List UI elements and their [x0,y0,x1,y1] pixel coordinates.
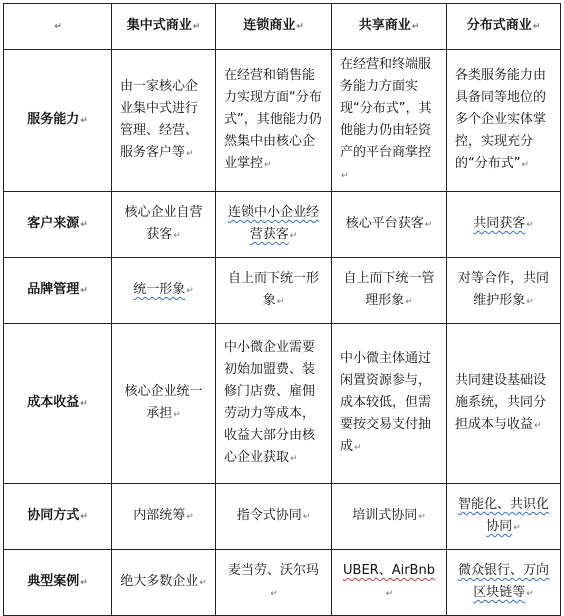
cell-text: 在经营和终端服务能力方面实现“分布式”，其他能力仍由轻资产的平台商掌控 [340,57,432,160]
cell-text: 内部统筹 [133,508,186,523]
table-cell [112,484,216,550]
paragraph-mark: ↵ [173,231,181,241]
header-distributed [447,4,561,50]
table-cell [216,550,332,616]
table-cell [332,550,447,616]
table-cell [112,324,216,484]
table-cell [332,258,447,324]
business-model-comparison-table [3,3,561,616]
row-label-text: 典型案例 [27,574,80,589]
table-cell [112,258,216,324]
paragraph-mark: ↵ [534,421,542,431]
table-cell [112,50,216,192]
cell-text: 绝大多数企业 [120,574,199,589]
paragraph-mark: ↵ [80,116,88,126]
header-corner-cell [4,4,112,50]
paragraph-mark: ↵ [526,589,534,599]
paragraph-mark: ↵ [302,512,311,522]
row-label-text: 协同方式 [27,508,80,523]
paragraph-mark: ↵ [80,512,88,522]
paragraph-mark: ↵ [532,22,541,32]
table-cell [447,50,561,192]
cell-text: 核心平台获客 [345,216,424,231]
cell-text: 智能化、共识化协同 [457,497,549,534]
table-cell [447,258,561,324]
cell-text: 麦当劳、沃尔玛 [227,563,319,578]
table-cell [216,324,332,484]
paragraph-mark: ↵ [186,286,194,296]
table-cell [332,50,447,192]
paragraph-mark: ↵ [276,297,285,307]
cell-text: 中小微主体通过闲置资源参与，成本较低，但需要按交易支付抽成 [340,351,432,454]
paragraph-mark: ↵ [526,297,534,307]
header-centralized [112,4,216,50]
table-cell [216,50,332,192]
paragraph-mark: ↵ [411,22,420,32]
cell-text: 统一形象 [133,282,186,297]
header-sharing [332,4,447,50]
table-cell [332,192,447,258]
table-row-customer-source [4,192,561,258]
paragraph-mark: ↵ [341,171,349,181]
row-label [4,324,112,484]
cell-text: 由一家核心企业集中式进行管理、经营、服务客户等 [120,79,199,160]
paragraph-mark: ↵ [526,220,534,230]
table-cell [447,484,561,550]
paragraph-mark: ↵ [521,160,530,170]
row-label-text: 品牌管理 [27,282,80,297]
paragraph-mark: ↵ [80,399,88,409]
table-header-row [4,4,561,50]
header-label: 连锁商业 [243,18,296,33]
paragraph-mark: ↵ [289,231,298,241]
row-label-text: 服务能力 [27,112,80,127]
row-label [4,50,112,192]
header-label: 共享商业 [358,18,411,33]
paragraph-mark: ↵ [80,578,88,588]
paragraph-mark: ↵ [385,589,394,599]
table-row-coordination [4,484,561,550]
table-row-service-capability [4,50,561,192]
paragraph-mark: ↵ [80,286,88,296]
paragraph-mark: ↵ [290,454,298,464]
cell-text: 各类服务能力由具备同等地位的多个企业实体掌控，实现充分的“分布式” [455,68,547,171]
cell-text: 培训式协同 [352,508,418,523]
table-row-typical-cases [4,550,561,616]
table-cell [447,324,561,484]
table-cell [332,324,447,484]
paragraph-mark: ↵ [405,297,413,307]
table-row-cost-benefit [4,324,561,484]
paragraph-mark: ↵ [80,220,88,230]
row-label [4,484,112,550]
paragraph-mark: ↵ [354,443,362,453]
row-label-text: 成本收益 [27,395,80,410]
table-cell [216,258,332,324]
cell-text: UBER、AirBnb [343,563,435,578]
table-row-brand-management [4,258,561,324]
cell-text: 核心企业统一承担 [124,384,203,421]
header-chain [216,4,332,50]
table-cell [216,484,332,550]
header-label: 分布式商业 [466,18,532,33]
cell-text: 连锁中小企业经营获客 [227,205,319,242]
row-label [4,258,112,324]
paragraph-mark: ↵ [270,589,278,599]
cell-text: 自上而下统一管理形象 [343,271,435,308]
cell-text: 微众银行、万向区块链等 [457,563,549,600]
paragraph-mark: ↵ [513,523,521,533]
paragraph-mark: ↵ [186,512,194,522]
paragraph-mark: ↵ [192,22,201,32]
table-cell [332,484,447,550]
paragraph-mark: ↵ [418,512,426,522]
cell-text: 对等合作，共同维护形象 [457,271,549,308]
row-label [4,192,112,258]
cell-text: 自上而下统一形象 [227,271,319,308]
row-label [4,550,112,616]
cell-text: 共同建设基础设施系统，共同分担成本与收益 [455,373,547,432]
paragraph-mark: ↵ [173,410,181,420]
paragraph-mark: ↵ [296,22,304,32]
paragraph-mark: ↵ [54,22,62,32]
paragraph-mark: ↵ [424,220,433,230]
table-cell [447,192,561,258]
table-cell [447,550,561,616]
table-cell [112,192,216,258]
paragraph-mark: ↵ [186,149,194,159]
table-cell [112,550,216,616]
cell-text: 中小微企业需要初始加盟费、装修门店费、雇佣劳动力等成本，收益大部分由核心企业获取 [224,340,316,465]
table-cell [216,192,332,258]
header-label: 集中式商业 [126,18,192,33]
cell-text: 在经营和销售能力实现方面“分布式”，其他能力仍然集中由核心企业掌控 [224,68,322,171]
cell-text: 共同获客 [473,216,526,231]
paragraph-mark: ↵ [264,160,272,170]
cell-text: 核心企业自营获客 [124,205,203,242]
paragraph-mark: ↵ [199,578,207,588]
cell-text: 指令式协同 [236,508,302,523]
row-label-text: 客户来源 [27,216,80,231]
